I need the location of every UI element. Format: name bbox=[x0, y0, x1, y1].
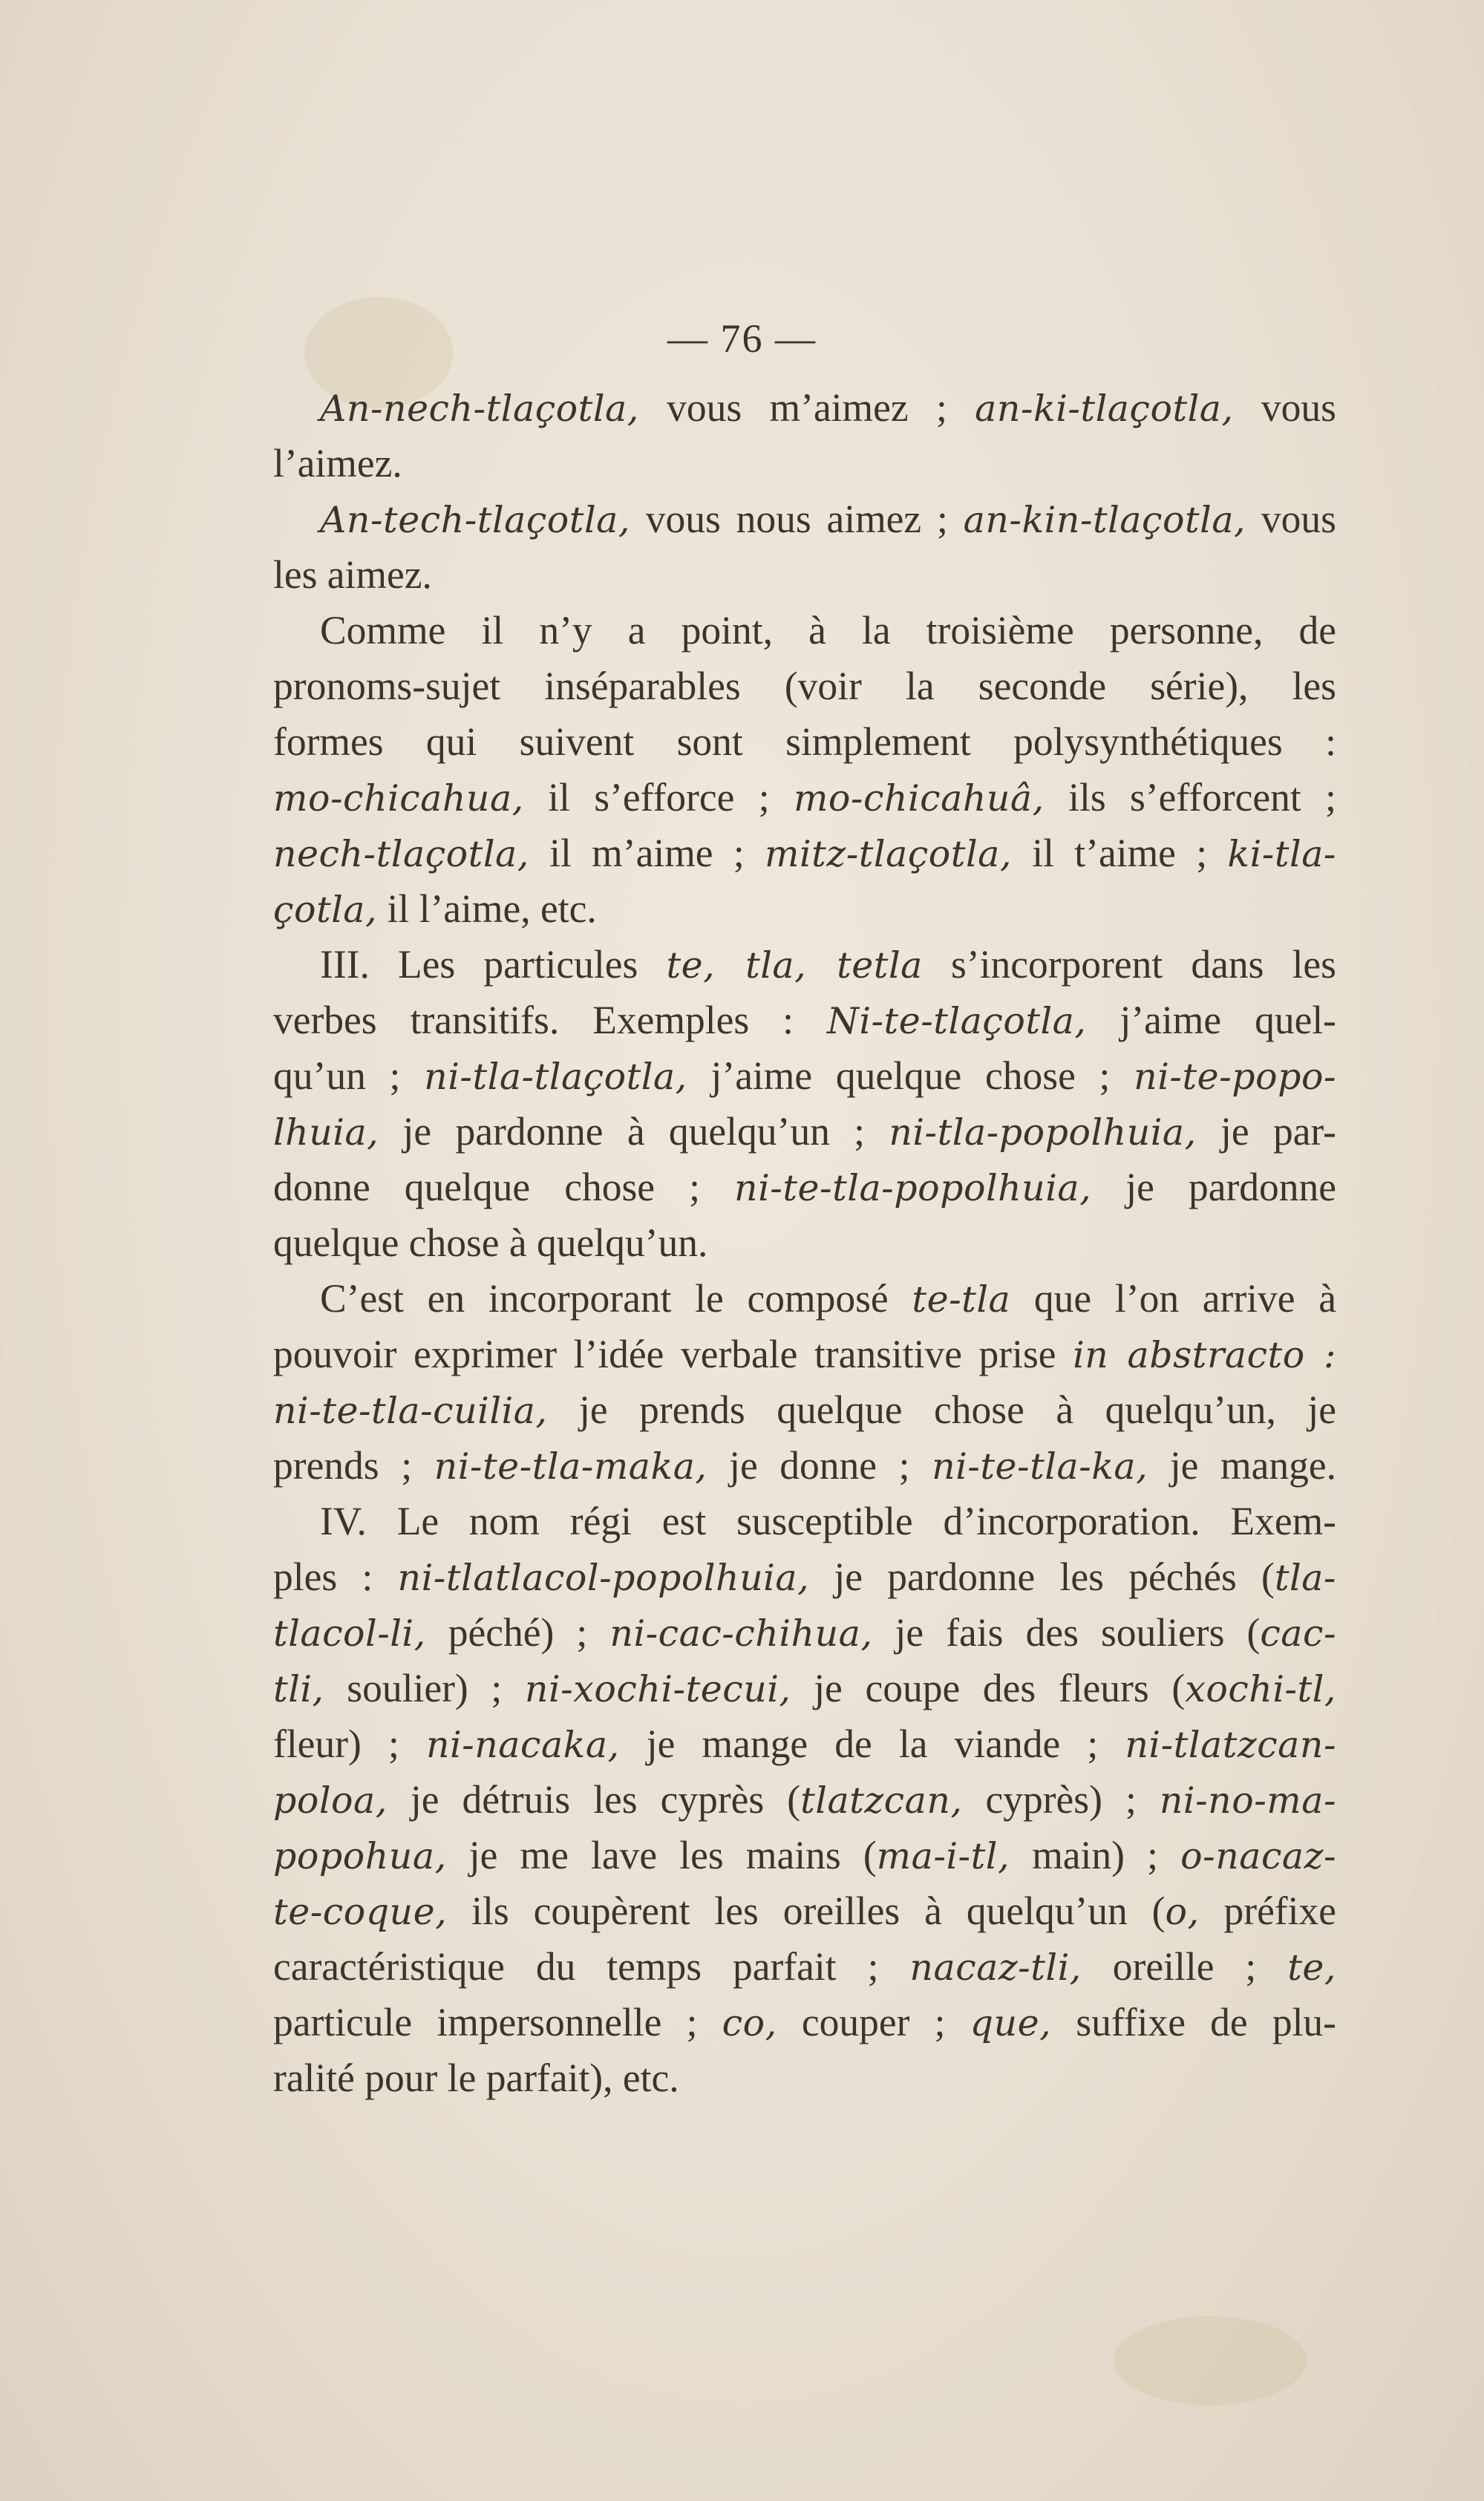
text-run: péché) ; bbox=[425, 1610, 610, 1655]
text-line bbox=[273, 1883, 1336, 1939]
italic-term: ni-tla-popolhuia, bbox=[889, 1111, 1197, 1154]
italic-term: in abstracto : bbox=[1073, 1334, 1336, 1376]
italic-term: ni-cac-chihua, bbox=[609, 1612, 873, 1655]
text-line bbox=[273, 1494, 1336, 1549]
italic-term: An-nech-tlaçotla, bbox=[320, 388, 639, 430]
text-run: IV. Le nom régi est susceptible d’incorporation. Exem- bbox=[320, 1499, 1336, 1543]
text-run: C’est en incorporant le composé bbox=[320, 1276, 912, 1321]
text-run: je prends quelque chose à quelqu’un, je bbox=[547, 1387, 1336, 1432]
text-line bbox=[273, 1160, 1336, 1215]
italic-term: tla- bbox=[1274, 1557, 1336, 1599]
text-line bbox=[273, 491, 1336, 547]
italic-term: ni-xochi-tecui, bbox=[524, 1668, 791, 1710]
text-run: ils coupèrent les oreilles à quelqu’un ( bbox=[447, 1889, 1166, 1933]
page-number: — 76 — bbox=[667, 316, 817, 361]
text-run: vous bbox=[1246, 497, 1336, 541]
text-line bbox=[273, 1716, 1336, 1772]
text-run: vous bbox=[1233, 385, 1336, 430]
italic-term: an-ki-tlaçotla, bbox=[975, 388, 1234, 430]
text-run: vous nous aimez ; bbox=[630, 497, 964, 541]
text-run: cyprès) ; bbox=[962, 1777, 1160, 1822]
text-run: je fais des souliers ( bbox=[872, 1610, 1261, 1655]
text-run: fleur) ; bbox=[273, 1722, 426, 1766]
text-line bbox=[273, 1549, 1336, 1605]
italic-term: ni-nacaka, bbox=[425, 1724, 620, 1766]
italic-term: nacaz-tli, bbox=[909, 1946, 1082, 1989]
italic-term: mo-chicahuâ, bbox=[793, 777, 1045, 820]
text-line bbox=[273, 881, 1336, 937]
text-line bbox=[273, 1215, 1336, 1271]
italic-term: ki-tla- bbox=[1227, 833, 1336, 875]
text-line bbox=[273, 1104, 1336, 1160]
text-line bbox=[273, 658, 1336, 714]
text-run: vous m’aimez ; bbox=[638, 385, 975, 430]
italic-term: ni-te-tla-popolhuia, bbox=[734, 1167, 1092, 1209]
text-run: j’aime quelque chose ; bbox=[687, 1053, 1134, 1098]
text-run: il s’efforce ; bbox=[523, 775, 794, 820]
italic-term: mitz-tlaçotla, bbox=[765, 833, 1012, 875]
text-run: l’aimez. bbox=[273, 441, 402, 486]
italic-term: çotla, bbox=[273, 889, 378, 931]
text-run: je pardonne les péchés ( bbox=[809, 1554, 1275, 1599]
italic-term: te, tla, tetla bbox=[666, 944, 923, 987]
text-run: s’incorporent dans les bbox=[922, 942, 1336, 987]
text-run: ralité pour le parfait), etc. bbox=[273, 2056, 679, 2100]
italic-term: ni-te-tla-maka, bbox=[434, 1445, 707, 1488]
text-run: main) ; bbox=[1010, 1833, 1181, 1877]
text-run: qu’un ; bbox=[273, 1053, 425, 1098]
text-run: suffixe de plu- bbox=[1051, 2000, 1336, 2044]
text-line bbox=[273, 937, 1336, 993]
text-run: pronoms-sujet inséparables (voir la seconde série), les bbox=[273, 664, 1336, 708]
italic-term: ni-tlatzcan- bbox=[1125, 1724, 1336, 1766]
italic-term: Ni-te-tlaçotla, bbox=[826, 1000, 1087, 1042]
text-line bbox=[273, 826, 1336, 881]
text-run: il m’aime ; bbox=[529, 831, 765, 875]
text-line bbox=[273, 1828, 1336, 1883]
italic-term: o, bbox=[1165, 1891, 1200, 1933]
text-line bbox=[273, 1995, 1336, 2050]
text-line bbox=[273, 1772, 1336, 1828]
text-run: il l’aime, etc. bbox=[377, 886, 597, 931]
text-run: je par- bbox=[1196, 1109, 1336, 1154]
text-run: je mange. bbox=[1148, 1443, 1336, 1488]
text-run: je donne ; bbox=[707, 1443, 932, 1488]
italic-term: ni-tlatlacol-popolhuia, bbox=[397, 1557, 810, 1599]
text-line bbox=[273, 1327, 1336, 1382]
text-run: je pardonne bbox=[1091, 1165, 1336, 1209]
text-run: donne quelque chose ; bbox=[273, 1165, 735, 1209]
italic-term: nech-tlaçotla, bbox=[273, 833, 529, 875]
italic-term: An-tech-tlaçotla, bbox=[320, 499, 630, 541]
italic-term: que, bbox=[970, 2002, 1052, 2044]
text-run: Comme il n’y a point, à la troisième personne, de bbox=[320, 608, 1336, 653]
text-line bbox=[273, 1048, 1336, 1104]
text-run: j’aime quel- bbox=[1086, 998, 1336, 1042]
italic-term: tli, bbox=[273, 1668, 324, 1710]
text-line bbox=[273, 2050, 1336, 2106]
text-run: particule impersonnelle ; bbox=[273, 2000, 722, 2044]
italic-term: ni-tla-tlaçotla, bbox=[424, 1056, 687, 1098]
text-line bbox=[273, 714, 1336, 770]
italic-term: co, bbox=[722, 2002, 777, 2044]
italic-term: mo-chicahua, bbox=[273, 777, 524, 820]
text-run: je pardonne à quelqu’un ; bbox=[379, 1109, 889, 1154]
italic-term: lhuia, bbox=[273, 1111, 379, 1154]
text-run: préfixe bbox=[1199, 1889, 1336, 1933]
text-line bbox=[273, 1605, 1336, 1661]
text-run: pouvoir exprimer l’idée verbale transitive prise bbox=[273, 1332, 1073, 1376]
italic-term: ma-i-tl, bbox=[876, 1835, 1010, 1877]
text-run: je mange de la viande ; bbox=[619, 1722, 1125, 1766]
text-line bbox=[273, 993, 1336, 1048]
italic-term: tlacol-li, bbox=[273, 1612, 426, 1655]
italic-term: cac- bbox=[1260, 1612, 1336, 1655]
text-line bbox=[273, 1661, 1336, 1716]
italic-term: xochi-tl, bbox=[1185, 1668, 1336, 1710]
paper-stain bbox=[1114, 2316, 1307, 2405]
text-run: il t’aime ; bbox=[1011, 831, 1228, 875]
text-line bbox=[273, 380, 1336, 436]
text-run: prends ; bbox=[273, 1443, 434, 1488]
italic-term: ni-te-popo- bbox=[1134, 1056, 1336, 1098]
text-run: couper ; bbox=[777, 2000, 970, 2044]
text-line bbox=[273, 603, 1336, 658]
text-run: les aimez. bbox=[273, 552, 432, 597]
text-run: verbes transitifs. Exemples : bbox=[273, 998, 827, 1042]
italic-term: te, bbox=[1287, 1946, 1336, 1989]
text-run: ples : bbox=[273, 1554, 398, 1599]
text-run: je détruis les cyprès ( bbox=[387, 1777, 801, 1822]
text-line bbox=[273, 547, 1336, 603]
text-line bbox=[273, 770, 1336, 826]
text-run: je me lave les mains ( bbox=[446, 1833, 877, 1877]
body-text bbox=[273, 380, 1336, 2106]
text-run: je coupe des fleurs ( bbox=[791, 1666, 1186, 1710]
italic-term: an-kin-tlaçotla, bbox=[963, 499, 1246, 541]
text-line bbox=[273, 1438, 1336, 1494]
text-run: ils s’efforcent ; bbox=[1044, 775, 1336, 820]
italic-term: ni-te-tla-cuilia, bbox=[273, 1390, 548, 1432]
text-run: soulier) ; bbox=[324, 1666, 525, 1710]
italic-term: ni-no-ma- bbox=[1159, 1779, 1336, 1822]
italic-term: poloa, bbox=[273, 1779, 388, 1822]
text-line bbox=[273, 1382, 1336, 1438]
text-run: caractéristique du temps parfait ; bbox=[273, 1944, 910, 1989]
text-line bbox=[273, 1271, 1336, 1327]
text-line bbox=[273, 1939, 1336, 1995]
text-run: que l’on arrive à bbox=[1010, 1276, 1336, 1321]
italic-term: te-coque, bbox=[273, 1891, 448, 1933]
text-line bbox=[273, 436, 1336, 491]
text-run: quelque chose à quelqu’un. bbox=[273, 1220, 708, 1265]
italic-term: popohua, bbox=[273, 1835, 447, 1877]
italic-term: tlatzcan, bbox=[800, 1779, 963, 1822]
italic-term: te-tla bbox=[912, 1278, 1011, 1321]
text-run: formes qui suivent sont simplement polysynthétiques : bbox=[273, 719, 1336, 764]
italic-term: o-nacaz- bbox=[1180, 1835, 1336, 1877]
text-run: III. Les particules bbox=[320, 942, 667, 987]
italic-term: ni-te-tla-ka, bbox=[932, 1445, 1148, 1488]
text-run: oreille ; bbox=[1081, 1944, 1288, 1989]
